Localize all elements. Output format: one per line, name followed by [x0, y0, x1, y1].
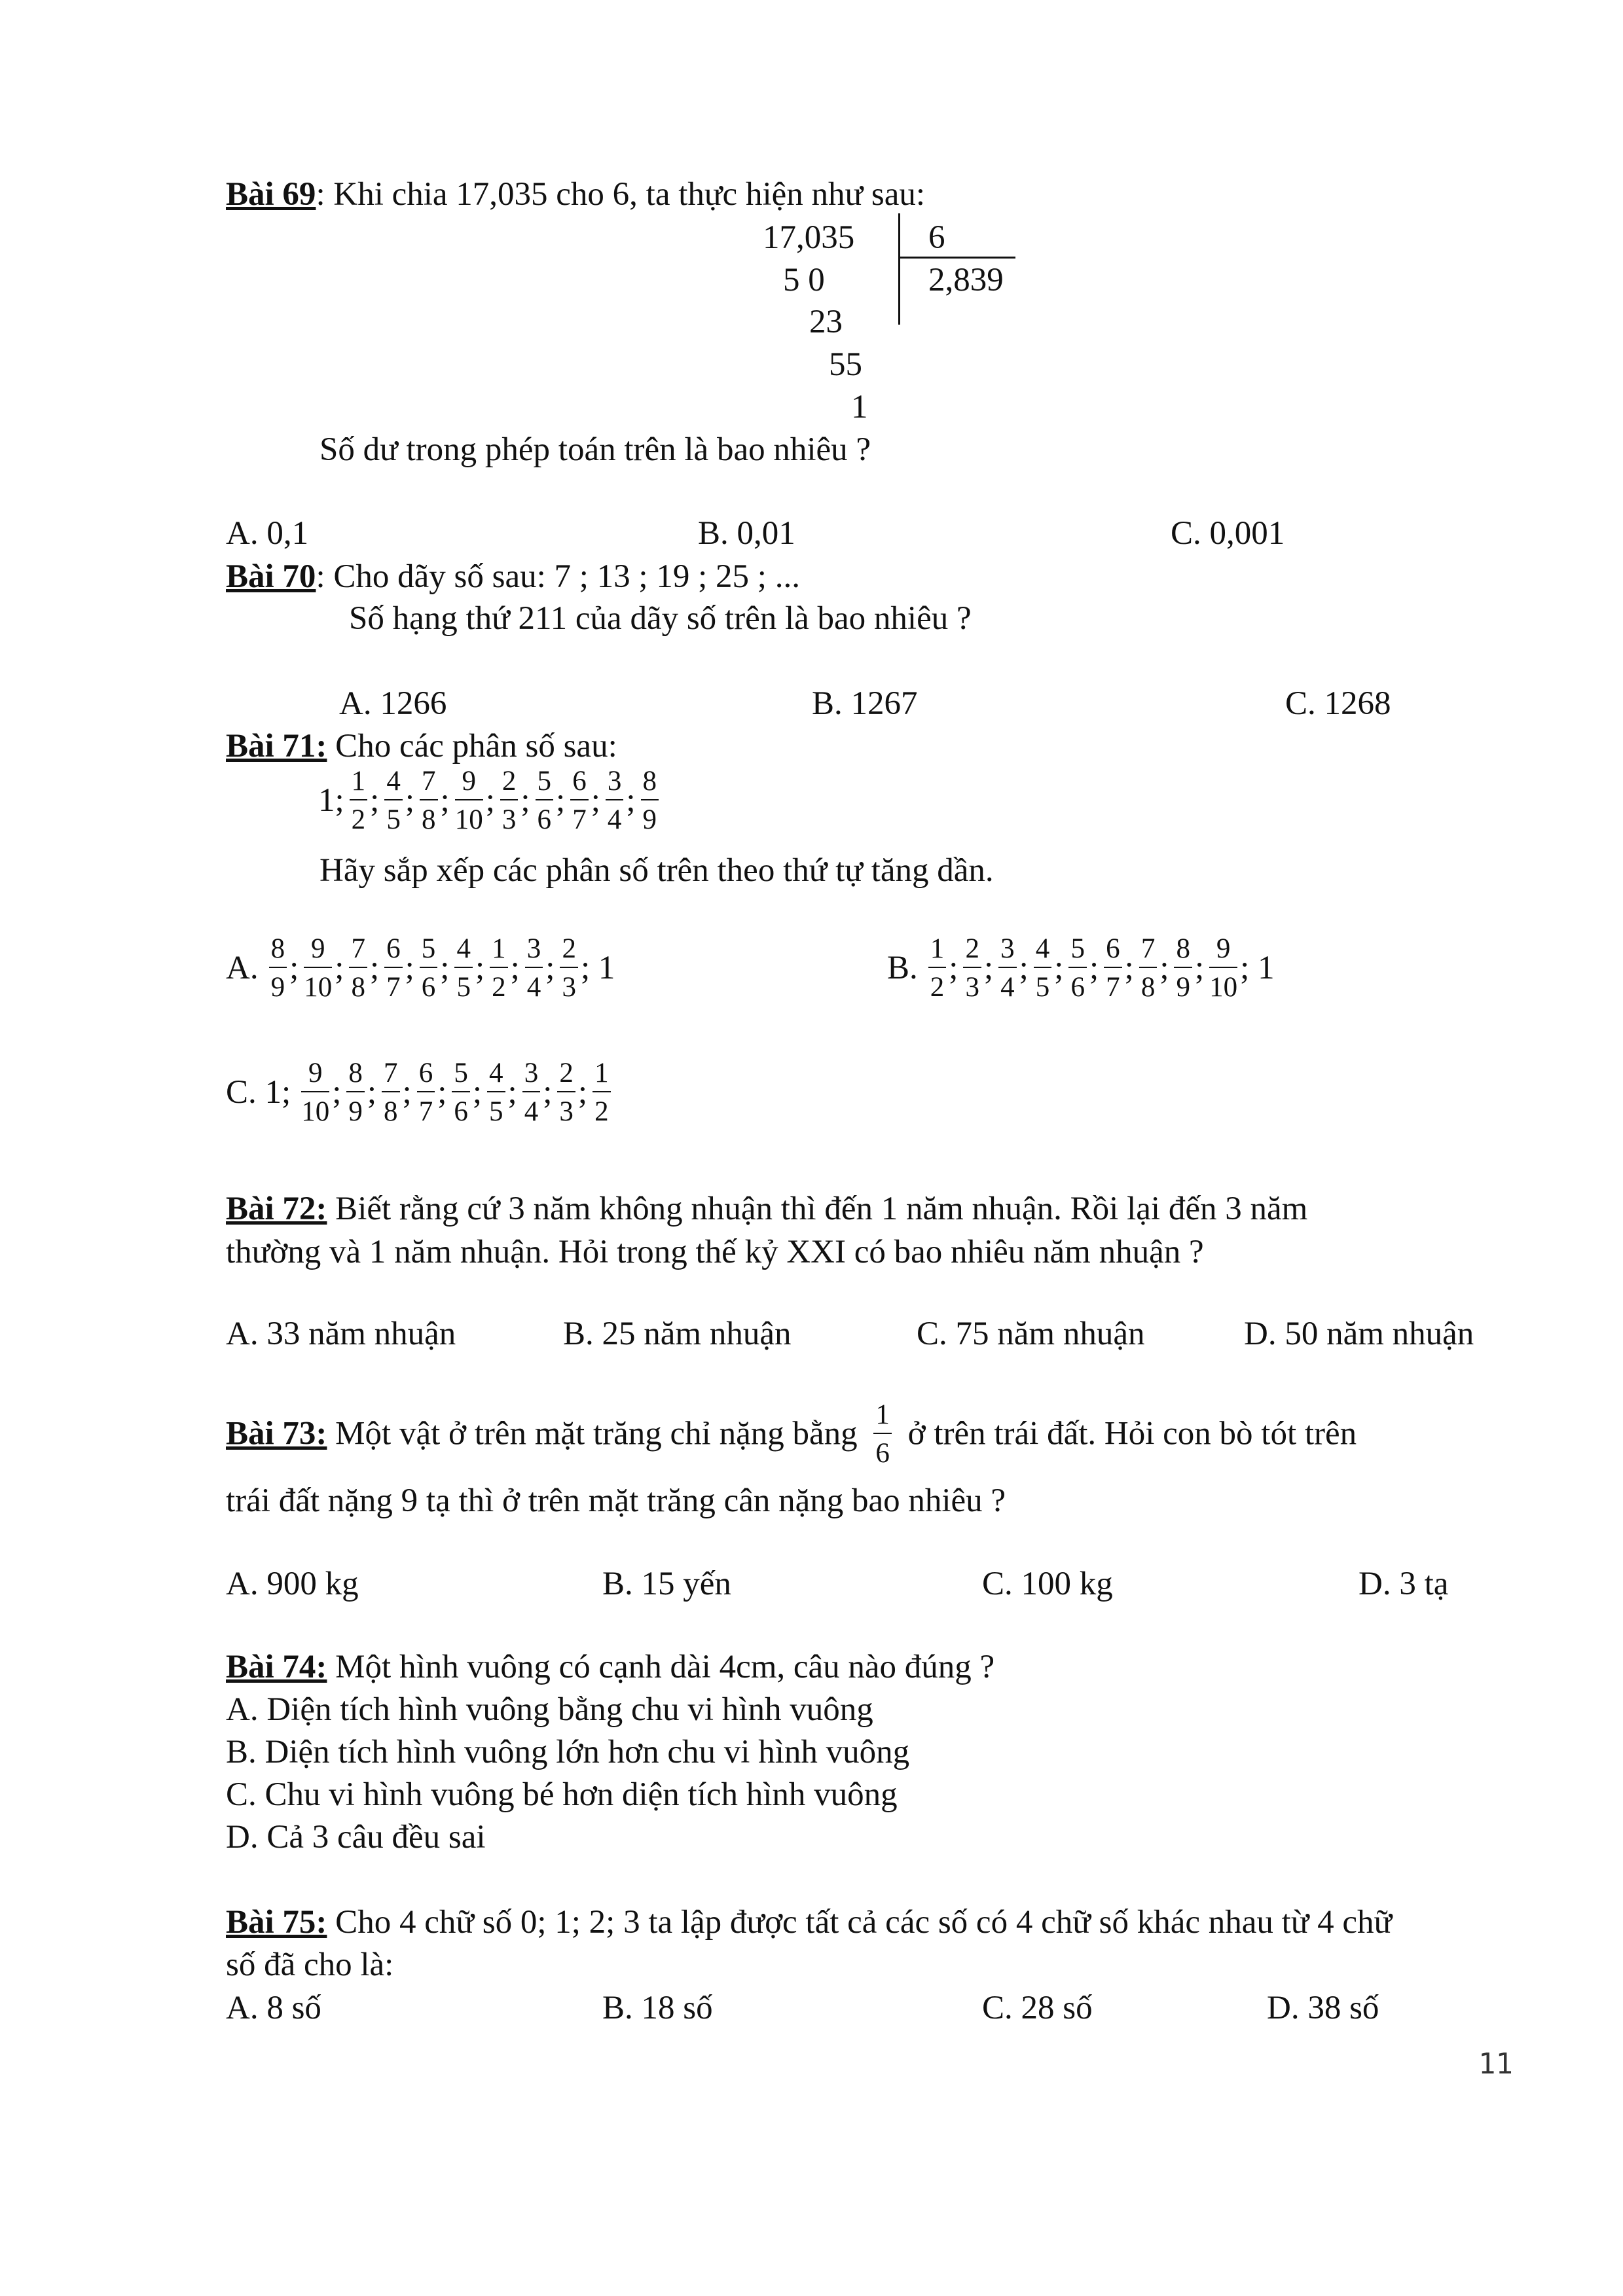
fraction-numerator: 3	[522, 1059, 541, 1092]
fraction-separator: ;	[507, 1073, 517, 1111]
fraction	[350, 767, 368, 834]
fraction-denominator: 2	[930, 972, 945, 1003]
problem-75-option-a: A. 8 số	[226, 1990, 321, 2026]
fraction	[384, 935, 403, 1001]
problem-75-label: Bài 75:	[226, 1904, 327, 1941]
problem-71-heading	[226, 730, 617, 763]
option-c-fractions	[300, 1058, 611, 1127]
division-dividend: 17,035	[763, 219, 855, 256]
problem-70-option-b: B. 1267	[812, 685, 918, 722]
fraction-denominator: 5	[456, 972, 471, 1003]
problem-73-option-a: A. 900 kg	[226, 1566, 359, 1602]
fraction-denominator: 10	[454, 804, 483, 835]
problem-73-option-d: D. 3 tạ	[1359, 1566, 1449, 1602]
fraction-denominator: 7	[418, 1096, 433, 1127]
problem-72-label: Bài 72:	[226, 1191, 327, 1227]
fraction-numerator: 9	[301, 1059, 329, 1092]
problem-72-option-b: B. 25 năm nhuận	[563, 1316, 792, 1352]
fraction-numerator: 8	[1174, 935, 1192, 968]
fraction-denominator: 9	[1176, 972, 1190, 1003]
fraction	[346, 1059, 365, 1126]
problem-75-line-2: số đã cho là:	[226, 1946, 394, 1983]
problem-69-text: : Khi chia 17,035 cho 6, ta thực hiện như sau:	[316, 176, 926, 213]
fraction-denominator: 7	[386, 972, 401, 1003]
fraction-numerator: 5	[536, 767, 554, 800]
fraction	[384, 767, 403, 834]
option-a-suffix: ; 1	[580, 949, 615, 986]
fraction-separator: ;	[1194, 949, 1205, 986]
fraction	[490, 935, 508, 1001]
fraction	[301, 1059, 329, 1126]
fraction-numerator: 3	[606, 767, 624, 800]
fraction-denominator: 6	[537, 804, 552, 835]
fraction	[455, 767, 483, 834]
fraction-separator: ;	[440, 949, 450, 986]
problem-72-line-1	[226, 1193, 1307, 1226]
fraction	[487, 1059, 505, 1126]
fraction-numerator: 9	[1209, 935, 1237, 968]
fraction-numerator: 3	[998, 935, 1017, 968]
problem-72-line-2: thường và 1 năm nhuận. Hỏi trong thế kỷ XXI có bao nhiêu năm nhuận ?	[226, 1234, 1204, 1270]
option-a-fractions	[268, 933, 579, 1003]
fraction-numerator: 1	[350, 767, 368, 800]
fraction	[1139, 935, 1158, 1001]
fraction-denominator: 3	[562, 972, 576, 1003]
division-step-1: 5 0	[783, 262, 825, 298]
fraction	[998, 935, 1017, 1001]
fraction-numerator: 3	[525, 935, 543, 968]
fraction-numerator: 6	[1104, 935, 1122, 968]
problem-71-option-c	[226, 1059, 612, 1126]
option-b-prefix: B.	[887, 949, 918, 986]
fraction-numerator: 4	[1034, 935, 1052, 968]
fraction	[417, 1059, 435, 1126]
fraction-denominator: 5	[1035, 972, 1050, 1003]
problem-71-fraction-list	[318, 767, 660, 834]
fraction-separator: ;	[626, 781, 636, 819]
fraction-separator: ;	[440, 781, 450, 819]
fraction-numerator: 7	[1139, 935, 1158, 968]
problem-73-option-c: C. 100 kg	[982, 1566, 1113, 1602]
fraction-numerator: 9	[304, 935, 332, 968]
fraction	[963, 935, 981, 1001]
fraction	[560, 935, 578, 1001]
fraction-denominator: 3	[965, 972, 979, 1003]
fraction-separator: ;	[370, 781, 380, 819]
division-remainder: 1	[851, 389, 868, 425]
fraction	[304, 935, 332, 1001]
fraction	[382, 1059, 400, 1126]
fraction-separator: ;	[367, 1073, 377, 1111]
fraction-denominator: 6	[875, 1438, 890, 1469]
problem-73-text-before: Một vật ở trên mặt trăng chỉ nặng bằng	[327, 1415, 858, 1452]
fraction-denominator: 9	[348, 1096, 363, 1127]
fraction	[500, 767, 519, 834]
fraction-numerator: 2	[500, 767, 519, 800]
fraction-denominator: 9	[642, 804, 657, 835]
problem-75-option-d: D. 38 số	[1267, 1990, 1379, 2026]
problem-69-option-c: C. 0,001	[1171, 515, 1285, 552]
problem-73-line-2: trái đất nặng 9 tạ thì ở trên mặt trăng cân nặng bao nhiêu ?	[226, 1482, 1006, 1519]
fraction-separator: ;	[485, 781, 495, 819]
problem-73-text-after: ở trên trái đất. Hỏi con bò tót trên	[907, 1415, 1357, 1452]
fraction-denominator: 5	[489, 1096, 503, 1127]
fraction-denominator: 9	[270, 972, 285, 1003]
fraction-numerator: 6	[417, 1059, 435, 1092]
fraction-separator: ;	[1089, 949, 1099, 986]
problem-72-option-c: C. 75 năm nhuận	[917, 1316, 1145, 1352]
fraction-numerator: 2	[560, 935, 578, 968]
fraction-separator: ;	[405, 949, 414, 986]
fraction	[606, 767, 624, 834]
problem-69-option-a: A. 0,1	[226, 515, 309, 552]
problem-75-line-1	[226, 1906, 1392, 1939]
problem-74-option-c: C. Chu vi hình vuông bé hơn diện tích hình vuông	[226, 1776, 898, 1813]
option-a-prefix: A.	[226, 949, 259, 986]
fraction	[420, 767, 438, 834]
problem-75-option-b: B. 18 số	[602, 1990, 713, 2026]
fraction-separator: ;	[402, 1073, 412, 1111]
problem-70-option-a: A. 1266	[339, 685, 447, 722]
fraction-denominator: 10	[301, 1096, 330, 1127]
fraction	[557, 1059, 575, 1126]
fraction-separator: ;	[1124, 949, 1134, 986]
fraction-denominator: 8	[422, 804, 436, 835]
option-b-fractions	[927, 933, 1239, 1003]
fraction-denominator: 7	[572, 804, 587, 835]
fraction-numerator: 7	[420, 767, 438, 800]
option-b-suffix: ; 1	[1240, 949, 1275, 986]
fraction-denominator: 8	[351, 972, 365, 1003]
fraction-denominator: 2	[351, 804, 366, 835]
fraction-separator: ;	[1019, 949, 1029, 986]
fraction-separator: ;	[543, 1073, 553, 1111]
fraction	[454, 935, 473, 1001]
fraction-separator: ;	[1159, 949, 1169, 986]
fraction-separator: ;	[475, 949, 485, 986]
problem-71-option-a	[226, 935, 619, 1001]
division-step-2: 23	[809, 304, 843, 340]
fraction-separator: ;	[556, 781, 566, 819]
fraction-numerator: 6	[384, 935, 403, 968]
fraction-separator: ;	[545, 949, 555, 986]
problem-71-option-b	[887, 935, 1279, 1001]
fraction	[420, 935, 438, 1001]
fraction-list-items	[348, 766, 660, 835]
fraction-denominator: 2	[594, 1096, 609, 1127]
fraction-list-lead: 1;	[318, 781, 344, 819]
fraction-separator: ;	[332, 1073, 342, 1111]
problem-74-heading	[226, 1651, 994, 1684]
problem-74-option-d: D. Cả 3 câu đều sai	[226, 1819, 486, 1856]
fraction-denominator: 6	[421, 972, 436, 1003]
problem-75-text: Cho 4 chữ số 0; 1; 2; 3 ta lập được tất cả các số có 4 chữ số khác nhau từ 4 chữ	[327, 1904, 1393, 1941]
fraction-denominator: 3	[501, 804, 517, 835]
fraction-separator: ;	[510, 949, 520, 986]
fraction-numerator: 4	[487, 1059, 505, 1092]
problem-72-option-a: A. 33 năm nhuận	[226, 1316, 456, 1352]
fraction-numerator: 1	[928, 935, 947, 968]
fraction-separator: ;	[405, 781, 415, 819]
fraction-numerator: 7	[349, 935, 367, 968]
fraction-denominator: 4	[607, 804, 622, 835]
problem-70-question: Số hạng thứ 211 của dãy số trên là bao nhiêu ?	[349, 600, 972, 637]
division-divisor: 6	[928, 219, 945, 256]
fraction-denominator: 4	[524, 1096, 539, 1127]
fraction	[1068, 935, 1087, 1001]
option-c-prefix: C. 1;	[226, 1073, 291, 1111]
problem-71-question: Hãy sắp xếp các phân số trên theo thứ tự tăng dần.	[319, 852, 994, 889]
fraction-separator: ;	[335, 949, 344, 986]
problem-69-heading	[226, 178, 925, 211]
fraction-numerator: 2	[963, 935, 981, 968]
fraction-denominator: 5	[386, 804, 401, 835]
fraction-separator: ;	[577, 1073, 588, 1111]
problem-71-label: Bài 71:	[226, 728, 327, 764]
page-number: 11	[1478, 2047, 1513, 2081]
division-horizontal-line	[899, 257, 1015, 259]
fraction-denominator: 2	[492, 972, 506, 1003]
fraction-separator: ;	[289, 949, 299, 986]
fraction	[570, 767, 589, 834]
fraction	[928, 935, 947, 1001]
fraction-denominator: 7	[1106, 972, 1120, 1003]
fraction	[269, 935, 287, 1001]
problem-75-option-c: C. 28 số	[982, 1990, 1093, 2026]
fraction	[1209, 935, 1237, 1001]
fraction-separator: ;	[949, 949, 958, 986]
fraction-denominator: 6	[454, 1096, 468, 1127]
problem-72-option-d: D. 50 năm nhuận	[1244, 1316, 1474, 1352]
problem-73-line-1	[226, 1401, 1357, 1467]
fraction-one-sixth	[873, 1401, 892, 1467]
problem-70-text: : Cho dãy số sau: 7 ; 13 ; 19 ; 25 ; ...	[316, 558, 800, 595]
division-vertical-line	[898, 213, 900, 325]
fraction	[452, 1059, 470, 1126]
fraction-numerator: 4	[454, 935, 473, 968]
problem-73-option-b: B. 15 yến	[602, 1566, 731, 1602]
fraction-numerator: 1	[490, 935, 508, 968]
fraction-numerator: 1	[593, 1059, 611, 1092]
fraction-denominator: 8	[384, 1096, 398, 1127]
problem-70-heading	[226, 560, 800, 594]
fraction	[525, 935, 543, 1001]
problem-69-label: Bài 69	[226, 176, 316, 213]
fraction	[522, 1059, 541, 1126]
fraction	[1104, 935, 1122, 1001]
fraction-numerator: 5	[452, 1059, 470, 1092]
fraction-separator: ;	[520, 781, 530, 819]
problem-74-option-b: B. Diện tích hình vuông lớn hơn chu vi hình vuông	[226, 1734, 910, 1770]
fraction-numerator: 8	[346, 1059, 365, 1092]
fraction-denominator: 10	[304, 972, 333, 1003]
fraction	[593, 1059, 611, 1126]
fraction-numerator: 7	[382, 1059, 400, 1092]
fraction-denominator: 3	[559, 1096, 574, 1127]
fraction-separator: ;	[983, 949, 994, 986]
fraction-separator: ;	[369, 949, 380, 986]
fraction-denominator: 10	[1209, 972, 1238, 1003]
fraction-separator: ;	[472, 1073, 483, 1111]
problem-74-option-a: A. Diện tích hình vuông bằng chu vi hình vuông	[226, 1691, 873, 1728]
fraction	[1174, 935, 1192, 1001]
fraction-numerator: 2	[557, 1059, 575, 1092]
division-quotient: 2,839	[928, 262, 1004, 298]
division-step-3: 55	[829, 346, 862, 383]
fraction-separator: ;	[437, 1073, 447, 1111]
problem-72-text: Biết rằng cứ 3 năm không nhuận thì đến 1 năm nhuận. Rồi lại đến 3 năm	[327, 1191, 1308, 1227]
fraction-denominator: 6	[1070, 972, 1085, 1003]
fraction-numerator: 5	[1068, 935, 1087, 968]
problem-73-label: Bài 73:	[226, 1415, 327, 1452]
fraction-numerator: 5	[420, 935, 438, 968]
fraction-numerator: 8	[641, 767, 659, 800]
problem-69-option-b: B. 0,01	[698, 515, 795, 552]
problem-71-text: Cho các phân số sau:	[327, 728, 617, 764]
fraction	[349, 935, 367, 1001]
fraction	[536, 767, 554, 834]
fraction-separator: ;	[1054, 949, 1064, 986]
fraction	[1034, 935, 1052, 1001]
fraction-numerator: 4	[384, 767, 403, 800]
problem-70-option-c: C. 1268	[1285, 685, 1391, 722]
problem-70-label: Bài 70	[226, 558, 316, 595]
fraction-denominator: 4	[1000, 972, 1015, 1003]
fraction-separator: ;	[591, 781, 600, 819]
fraction-numerator: 9	[455, 767, 483, 800]
fraction	[641, 767, 659, 834]
problem-74-label: Bài 74:	[226, 1649, 327, 1685]
problem-74-text: Một hình vuông có cạnh dài 4cm, câu nào đúng ?	[327, 1649, 995, 1685]
problem-69-question: Số dư trong phép toán trên là bao nhiêu ?	[319, 431, 871, 468]
fraction-numerator: 6	[570, 767, 589, 800]
fraction-numerator: 1	[873, 1401, 892, 1434]
fraction-denominator: 8	[1140, 972, 1156, 1003]
fraction-numerator: 8	[269, 935, 287, 968]
fraction-denominator: 4	[526, 972, 541, 1003]
